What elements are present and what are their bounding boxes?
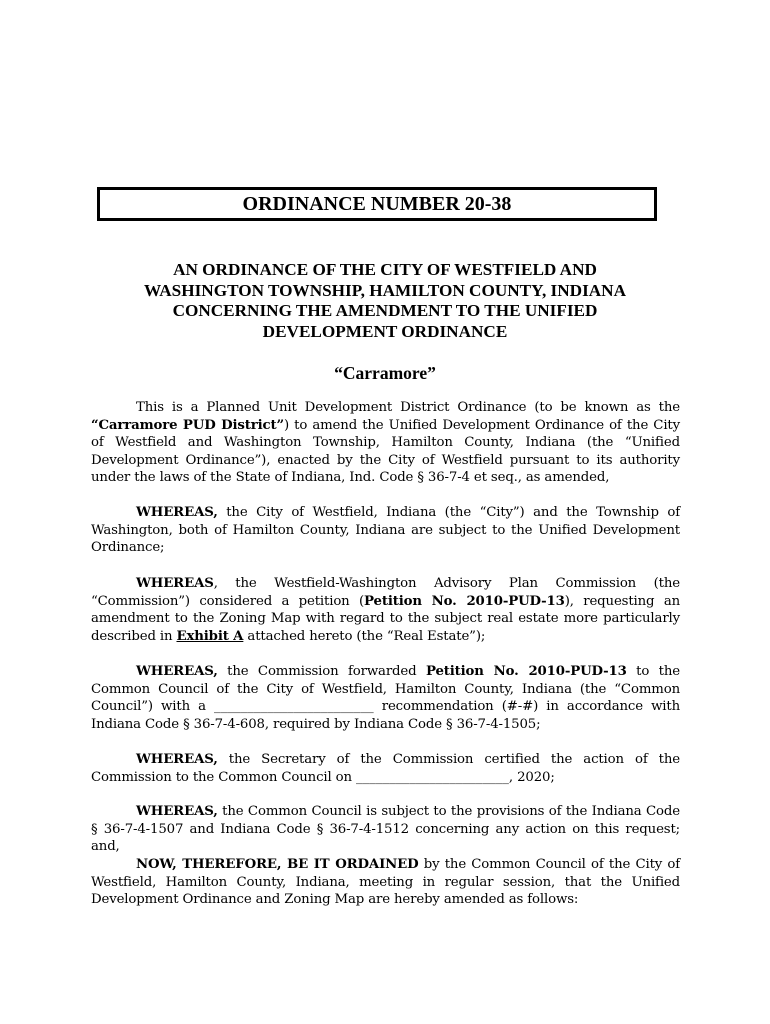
whereas-paragraph-4: WHEREAS, the Secretary of the Commission certified the action of the Commission to the Common Council on _______________________, 2020; bbox=[91, 752, 680, 785]
ordained-paragraph: NOW, THEREFORE, BE IT ORDAINED by the Common Council of the City of Westfield, Hamilton County, Indiana, meeting in regular session, that the Unified Development Ordinance and Zoning Map are hereby amended as follows: bbox=[91, 857, 680, 908]
petition-number: Petition No. 2010-PUD-13 bbox=[364, 593, 565, 609]
whereas-paragraph-5: WHEREAS, the Common Council is subject to the provisions of the Indiana Code § 36-7-4-1507 and Indiana Code § 36-7-4-1512 concerning any action on this request; and, bbox=[91, 804, 680, 855]
petition-number: Petition No. 2010-PUD-13 bbox=[425, 664, 627, 679]
ordinance-title: ORDINANCE NUMBER 20-38 bbox=[242, 192, 512, 215]
whereas-paragraph-2: WHEREAS, the Westfield-Washington Advisory Plan Commission (the “Commission”) considered a petition (Petition No. 2010-PUD-13), requesting an amendment to the Zoning Map with regard to the subject real estate more particularly described in Exhibit A attached hereto (the “Real Estate”); bbox=[91, 576, 681, 644]
heading-line: AN ORDINANCE OF THE CITY OF WESTFIELD AND bbox=[173, 260, 597, 279]
intro-paragraph: This is a Planned Unit Development District Ordinance (to be known as the “Carramore PUD District”) to amend the Unified Development Ordinance of the City of Westfield and Washington Township, Hamilton County, Indiana (the “Unified Development Ordinance”), enacted by the City of Westfield pursuant to its authority under the laws of the State of Indiana, Ind. Code § 36-7-4 et seq., as amended, bbox=[91, 400, 680, 486]
ordinance-title-box bbox=[97, 187, 657, 221]
heading-line: DEVELOPMENT ORDINANCE bbox=[262, 321, 508, 341]
whereas-paragraph-3: WHEREAS, the Commission forwarded Petition No. 2010-PUD-13 to the Common Council of the City of Westfield, Hamilton County, Indiana (the “Common Council”) with a ________________________ recommendation (#-#) in accordance with Indiana Code § 36-7-4-608, required by Indiana Code § 36-7-4-1505; bbox=[91, 664, 681, 732]
recommendation-blank: ________________________ bbox=[214, 699, 374, 715]
date-blank: _______________________ bbox=[356, 769, 509, 785]
exhibit-a-reference: Exhibit A bbox=[176, 628, 244, 644]
heading-line: WASHINGTON TOWNSHIP, HAMILTON COUNTY, INDIANA bbox=[143, 280, 626, 300]
district-subtitle: “Carramore” bbox=[334, 363, 436, 383]
ordinance-heading bbox=[90, 260, 680, 342]
heading-line: CONCERNING THE AMENDMENT TO THE UNIFIED bbox=[172, 301, 598, 320]
district-name: “Carramore PUD District” bbox=[91, 417, 284, 433]
whereas-paragraph-1: WHEREAS, the City of Westfield, Indiana (the “City”) and the Township of Washington, both of Hamilton County, Indiana are subject to the Unified Development Ordinance; bbox=[91, 505, 680, 556]
